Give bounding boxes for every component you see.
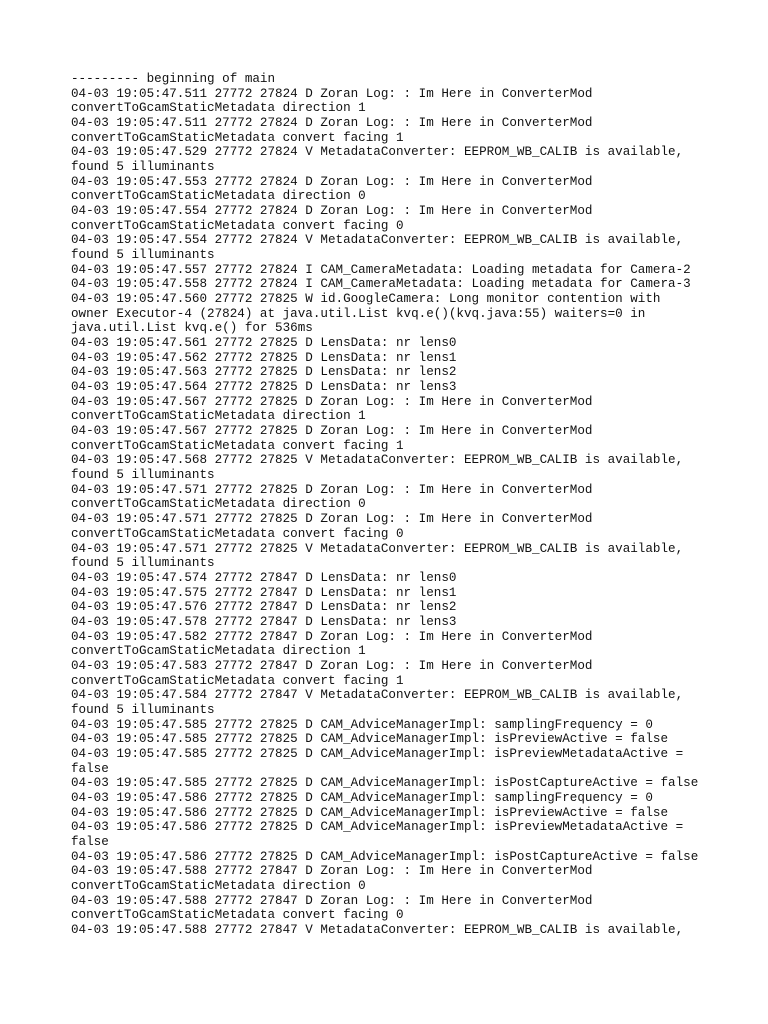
log-line: 04-03 19:05:47.511 27772 27824 D Zoran Log: : Im Here in ConverterMod [71,116,593,131]
log-line: 04-03 19:05:47.567 27772 27825 D Zoran Log: : Im Here in ConverterMod [71,394,593,409]
log-line: 04-03 19:05:47.576 27772 27847 D LensData: nr lens2 [71,600,457,615]
log-line: 04-03 19:05:47.567 27772 27825 D Zoran Log: : Im Here in ConverterMod [71,424,593,439]
log-line: 04-03 19:05:47.575 27772 27847 D LensData: nr lens1 [71,585,457,600]
log-line: 04-03 19:05:47.558 27772 27824 I CAM_CameraMetadata: Loading metadata for Camera-3 [71,277,691,292]
log-line: false [71,761,109,776]
log-line: 04-03 19:05:47.564 27772 27825 D LensData: nr lens3 [71,380,457,395]
log-line: convertToGcamStaticMetadata convert facing 0 [71,908,404,923]
log-line: --------- beginning of main [71,72,276,86]
log-line: 04-03 19:05:47.586 27772 27825 D CAM_AdviceManagerImpl: isPreviewMetadataActive = [71,820,684,835]
log-line: convertToGcamStaticMetadata direction 0 [71,189,366,204]
log-line: 04-03 19:05:47.568 27772 27825 V MetadataConverter: EEPROM_WB_CALIB is available, [71,453,684,468]
log-line: 04-03 19:05:47.588 27772 27847 V MetadataConverter: EEPROM_WB_CALIB is available, [71,922,684,937]
log-line: found 5 illuminants [71,160,215,175]
log-line: 04-03 19:05:47.588 27772 27847 D Zoran Log: : Im Here in ConverterMod [71,893,593,908]
log-line: 04-03 19:05:47.585 27772 27825 D CAM_AdviceManagerImpl: isPostCaptureActive = false [71,776,699,791]
log-line: owner Executor-4 (27824) at java.util.List kvq.e()(kvq.java:55) waiters=0 in [71,306,646,321]
log-line: convertToGcamStaticMetadata direction 1 [71,409,366,424]
log-line: convertToGcamStaticMetadata direction 0 [71,878,366,893]
log-line: 04-03 19:05:47.553 27772 27824 D Zoran Log: : Im Here in ConverterMod [71,174,593,189]
log-line: 04-03 19:05:47.585 27772 27825 D CAM_AdviceManagerImpl: isPreviewMetadataActive = [71,746,684,761]
log-line: java.util.List kvq.e() for 536ms [71,321,313,336]
log-line: convertToGcamStaticMetadata direction 1 [71,101,366,116]
log-line: 04-03 19:05:47.557 27772 27824 I CAM_CameraMetadata: Loading metadata for Camera-2 [71,262,691,277]
log-line: 04-03 19:05:47.574 27772 27847 D LensData: nr lens0 [71,570,457,585]
log-line: 04-03 19:05:47.571 27772 27825 D Zoran Log: : Im Here in ConverterMod [71,482,593,497]
log-line: 04-03 19:05:47.529 27772 27824 V MetadataConverter: EEPROM_WB_CALIB is available, [71,145,684,160]
log-line: convertToGcamStaticMetadata convert facing 1 [71,438,404,453]
log-line: 04-03 19:05:47.571 27772 27825 V MetadataConverter: EEPROM_WB_CALIB is available, [71,541,684,556]
log-line: convertToGcamStaticMetadata convert facing 0 [71,218,404,233]
log-line: 04-03 19:05:47.554 27772 27824 D Zoran Log: : Im Here in ConverterMod [71,204,593,219]
log-line: 04-03 19:05:47.560 27772 27825 W id.GoogleCamera: Long monitor contention with [71,292,661,307]
log-line: found 5 illuminants [71,702,215,717]
log-line: false [71,834,109,849]
log-line: 04-03 19:05:47.585 27772 27825 D CAM_AdviceManagerImpl: isPreviewActive = false [71,732,669,747]
log-line: 04-03 19:05:47.583 27772 27847 D Zoran Log: : Im Here in ConverterMod [71,658,593,673]
log-line: 04-03 19:05:47.554 27772 27824 V MetadataConverter: EEPROM_WB_CALIB is available, [71,233,684,248]
log-line: convertToGcamStaticMetadata convert facing 1 [71,130,404,145]
log-line: found 5 illuminants [71,556,215,571]
log-line: convertToGcamStaticMetadata direction 0 [71,497,366,512]
log-line: convertToGcamStaticMetadata direction 1 [71,644,366,659]
log-text-block [71,72,721,938]
log-line: 04-03 19:05:47.588 27772 27847 D Zoran Log: : Im Here in ConverterMod [71,864,593,879]
log-line: convertToGcamStaticMetadata convert facing 0 [71,526,404,541]
log-line: 04-03 19:05:47.571 27772 27825 D Zoran Log: : Im Here in ConverterMod [71,512,593,527]
log-line: 04-03 19:05:47.586 27772 27825 D CAM_AdviceManagerImpl: isPostCaptureActive = false [71,849,699,864]
log-line: 04-03 19:05:47.511 27772 27824 D Zoran Log: : Im Here in ConverterMod [71,86,593,101]
log-line: 04-03 19:05:47.563 27772 27825 D LensData: nr lens2 [71,365,457,380]
log-line: 04-03 19:05:47.578 27772 27847 D LensData: nr lens3 [71,614,457,629]
log-line: 04-03 19:05:47.582 27772 27847 D Zoran Log: : Im Here in ConverterMod [71,629,593,644]
log-line: convertToGcamStaticMetadata convert facing 1 [71,673,404,688]
log-line: 04-03 19:05:47.561 27772 27825 D LensData: nr lens0 [71,336,457,351]
log-line: 04-03 19:05:47.586 27772 27825 D CAM_AdviceManagerImpl: samplingFrequency = 0 [71,790,653,805]
log-line: 04-03 19:05:47.562 27772 27825 D LensData: nr lens1 [71,350,457,365]
log-line: 04-03 19:05:47.586 27772 27825 D CAM_AdviceManagerImpl: isPreviewActive = false [71,805,669,820]
log-line: 04-03 19:05:47.584 27772 27847 V MetadataConverter: EEPROM_WB_CALIB is available, [71,688,684,703]
log-line: found 5 illuminants [71,468,215,483]
log-line: 04-03 19:05:47.585 27772 27825 D CAM_AdviceManagerImpl: samplingFrequency = 0 [71,717,653,732]
log-line: found 5 illuminants [71,248,215,263]
